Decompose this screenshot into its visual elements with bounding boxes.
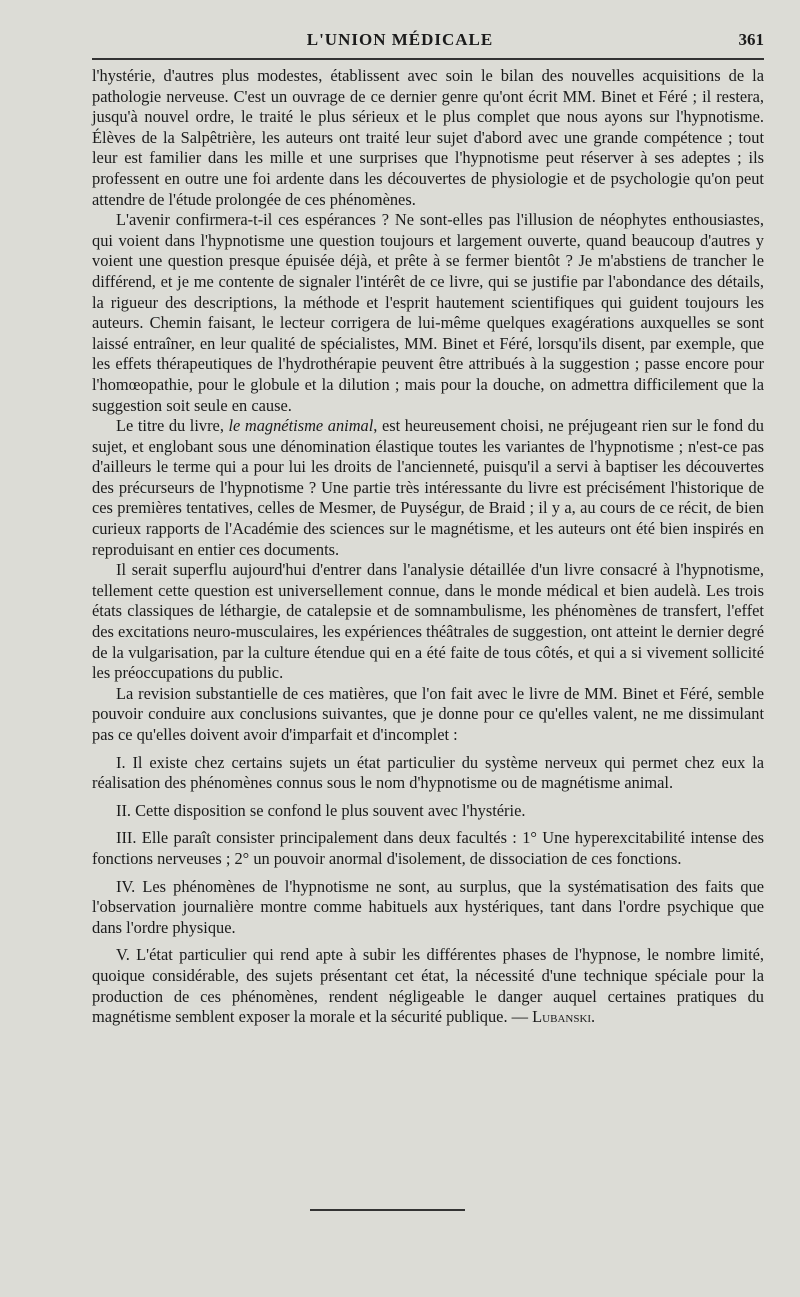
article-body	[92, 66, 764, 1028]
end-rule	[310, 1209, 465, 1211]
journal-title: L'UNION MÉDICALE	[306, 30, 494, 49]
conclusion-item: II. Cette disposition se confond le plus souvent avec l'hystérie.	[116, 800, 526, 820]
conclusion-text: V. L'état particulier qui rend apte à subir les différentes phases de l'hypnose, le nombre limité, quoique considérable, des sujets présentant cet état, la nécessité d'une technique spéciale pour la production de ces phénomènes, rendent négligeable le danger auquel certaines pratiques du magnétisme semblent exposer la morale et la sécurité publique. —	[92, 945, 764, 1027]
paragraph: l'hystérie, d'autres plus modestes, établissent avec soin le bilan des nouvelles acquisitions de la pathologie nerveuse. C'est un ouvrage de ce dernier genre qu'ont écrit MM. Binet et Féré ; il restera, jusqu'à nouvel ordre, le traité le plus sérieux et le plus complet que nous ayons sur l'hypnotisme. Élèves de la Salpêtrière, les auteurs ont traité leur sujet d'abord avec une grande compétence ; tout leur est familier dans les mille et une surprises que l'hypnotisme peut réserver à ses adeptes ; ils professent en outre une foi ardente dans les découvertes de physiologie et de psychologie qu'on peut attendre de l'étude prolongée de ces phénomènes.	[92, 66, 764, 209]
paragraph: Il serait superflu aujourd'hui d'entrer dans l'analysie détaillée d'un livre consacré à l'hypnotisme, tellement cette question est universellement connue, dans le monde médical et bien audelà. Les trois états classiques de léthargie, de catalepsie et de somnambulisme, les phénomènes de transfert, l'effet des excitations neuro-musculaires, les expériences théâtrales de suggestion, ont atteint le dernier degré de la vulgarisation, par la culture étendue qui en a été faite de tous côtés, et qui a si vivement sollicité les préoccupations du public.	[92, 560, 764, 683]
page-number: 361	[738, 30, 764, 49]
book-title: le magnétisme animal	[228, 416, 374, 436]
paragraph: L'avenir confirmera-t-il ces espérances ? Ne sont-elles pas l'illusion de néophytes enthousiastes, qui voient dans l'hypnotisme une question toujours et largement ouverte, quand beaucoup d'autres y voient une question presque épuisée déjà, et prête à se fermer bientôt ? Je m'abstiens de trancher le différend, et je me contente de signaler l'intérêt de ce livre, qui se justifie par l'abondance des détails, la rigueur des descriptions, la méthode et l'esprit hautement scientifiques qui guident toujours les auteurs. Chemin faisant, le lecteur corrigera de lui-même quelques exagérations auxquelles se sont laissé entraîner, en leur qualité de spécialistes, MM. Binet et Féré, lorsqu'ils disent, par exemple, que les effets thérapeutiques de l'hydrothérapie peuvent être attribués à la suggestion ; passe encore pour l'homœopathie, pour le globule et la dilution ; mais pour la douche, on admettra difficilement que la suggestion soit seule en cause.	[92, 210, 764, 415]
running-header	[0, 24, 800, 60]
conclusion-item: III. Elle paraît consister principalement dans deux facultés : 1° Une hyperexcitabilité intense des fonctions nerveuses ; 2° un pouvoir anormal d'isolement, de dissociation de ces fonctions.	[92, 828, 764, 868]
conclusion-item: I. Il existe chez certains sujets un état particulier du système nerveux qui permet chez eux la réalisation des phénomènes connus sous le nom d'hypnotisme ou de magnétisme animal.	[92, 752, 764, 793]
paragraph: La revision substantielle de ces matières, que l'on fait avec le livre de MM. Binet et Féré, semble pouvoir conduire aux conclusions suivantes, que je donne pour ce qu'elles valent, ne me dissimulant pas ce qu'elles doivent avoir d'imparfait et d'incomplet :	[92, 683, 764, 744]
conclusion-item: IV. Les phénomènes de l'hypnotisme ne sont, au surplus, que la systématisation des faits que l'observation journalière montre comme habituels aux hystériques, tant dans l'ordre psychique que dans l'ordre physique.	[92, 876, 764, 937]
paragraph	[92, 416, 764, 560]
header-rule	[92, 58, 764, 60]
paragraph-text: Le titre du livre,	[116, 416, 229, 436]
paragraph-text: , est heureusement choisi, ne préjugeant rien sur le fond du sujet, et englobant sous une dénomination élastique toutes les variantes de l'hypnotisme ; n'est-ce pas d'ailleurs le terme qui a pour lui les droits de l'ancienneté, puisqu'il a servi à baptiser les découvertes des précurseurs de l'hypnotisme ? Une partie très intéressante du livre est précisément l'historique de ces premières tentatives, celles de Mesmer, de Puységur, de Braid ; il y a, au cours de ce récit, de bien curieux rapports de l'Académie des sciences sur le magnétisme, et les auteurs ont été bien inspirés en reproduisant en entier ces documents.	[92, 416, 764, 559]
author-signature: Lubanski.	[532, 1007, 596, 1027]
conclusion-item	[92, 945, 764, 1027]
